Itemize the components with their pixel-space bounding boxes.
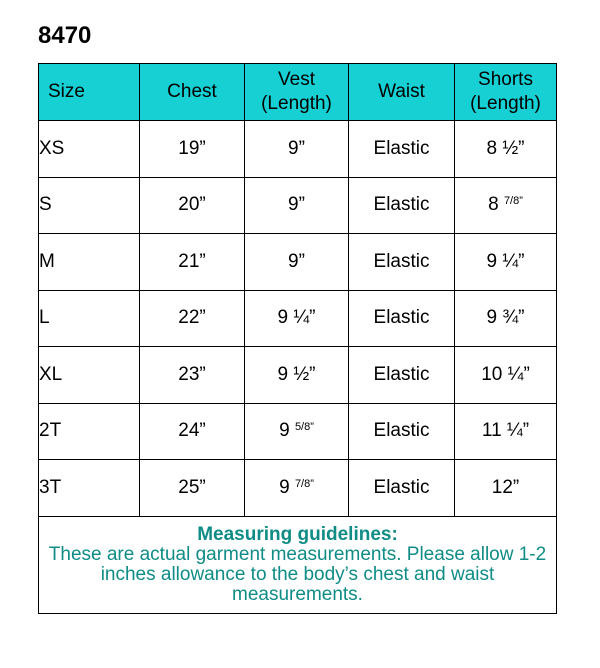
waist-cell: Elastic <box>349 460 455 517</box>
waist-cell: Elastic <box>349 347 455 404</box>
shorts-value: 8 <box>488 194 504 216</box>
chest-cell: 24” <box>140 403 245 460</box>
measuring-guidelines <box>39 516 557 613</box>
guidelines-title: Measuring guidelines: <box>197 523 398 545</box>
shorts-cell <box>455 234 557 291</box>
table-row <box>39 460 557 517</box>
vest-cell <box>245 460 349 517</box>
table-row <box>39 347 557 404</box>
column-header-sublabel: (Length) <box>261 93 332 114</box>
column-header-label: Size <box>48 81 85 102</box>
column-header-vest <box>245 64 349 121</box>
size-cell: L <box>39 290 140 347</box>
waist-cell: Elastic <box>349 234 455 291</box>
shorts-cell <box>455 177 557 234</box>
vest-value: 9 ½” <box>277 363 316 385</box>
size-cell: S <box>39 177 140 234</box>
column-header-waist <box>349 64 455 121</box>
shorts-value: 10 ¼” <box>481 363 530 385</box>
vest-value: 9” <box>288 137 305 159</box>
size-cell: XS <box>39 121 140 178</box>
chest-cell: 23” <box>140 347 245 404</box>
header-row <box>39 64 557 121</box>
table-row <box>39 177 557 234</box>
waist-cell: Elastic <box>349 403 455 460</box>
shorts-value: 9 ¾” <box>486 307 525 329</box>
vest-cell <box>245 347 349 404</box>
chest-cell: 21” <box>140 234 245 291</box>
guidelines-text-line-1: These are actual garment measurements. Please allow 1-2 <box>48 543 547 565</box>
size-cell: XL <box>39 347 140 404</box>
vest-value: 9” <box>288 194 305 216</box>
shorts-cell <box>455 121 557 178</box>
chest-cell: 25” <box>140 460 245 517</box>
shorts-cell <box>455 460 557 517</box>
vest-cell <box>245 403 349 460</box>
shorts-value: 12” <box>491 476 520 498</box>
table-row <box>39 234 557 291</box>
table-row <box>39 121 557 178</box>
column-header-chest <box>140 64 245 121</box>
shorts-fraction: 7/8” <box>503 195 523 208</box>
vest-cell <box>245 234 349 291</box>
shorts-value: 9 ¼” <box>486 250 525 272</box>
chest-cell: 19” <box>140 121 245 178</box>
waist-cell: Elastic <box>349 121 455 178</box>
table-row <box>39 290 557 347</box>
shorts-value: 11 ¼” <box>481 420 530 442</box>
shorts-cell <box>455 347 557 404</box>
size-cell: 2T <box>39 403 140 460</box>
shorts-cell <box>455 290 557 347</box>
vest-fraction: 5/8” <box>294 421 314 434</box>
vest-cell <box>245 177 349 234</box>
vest-cell <box>245 290 349 347</box>
size-cell: M <box>39 234 140 291</box>
waist-cell: Elastic <box>349 177 455 234</box>
page-title: 8470 <box>38 22 92 49</box>
waist-cell: Elastic <box>349 290 455 347</box>
chest-cell: 22” <box>140 290 245 347</box>
guidelines-row <box>39 516 557 613</box>
column-header-shorts <box>455 64 557 121</box>
vest-value: 9” <box>288 250 305 272</box>
column-header-size <box>39 64 140 121</box>
guidelines-text-line-2: inches allowance to the body’s chest and waist measurements. <box>100 563 495 605</box>
vest-value: 9 ¼” <box>277 307 316 329</box>
vest-value: 9 <box>279 476 295 498</box>
size-chart-table <box>38 63 557 614</box>
vest-cell <box>245 121 349 178</box>
vest-fraction: 7/8” <box>294 477 314 490</box>
size-cell: 3T <box>39 460 140 517</box>
chest-cell: 20” <box>140 177 245 234</box>
shorts-cell <box>455 403 557 460</box>
column-header-label: Vest <box>278 69 315 90</box>
column-header-label: Waist <box>378 81 425 102</box>
vest-value: 9 <box>279 420 295 442</box>
column-header-sublabel: (Length) <box>470 93 541 114</box>
column-header-label: Chest <box>167 81 217 102</box>
shorts-value: 8 ½” <box>486 137 525 159</box>
column-header-label: Shorts <box>478 69 533 90</box>
table-row <box>39 403 557 460</box>
